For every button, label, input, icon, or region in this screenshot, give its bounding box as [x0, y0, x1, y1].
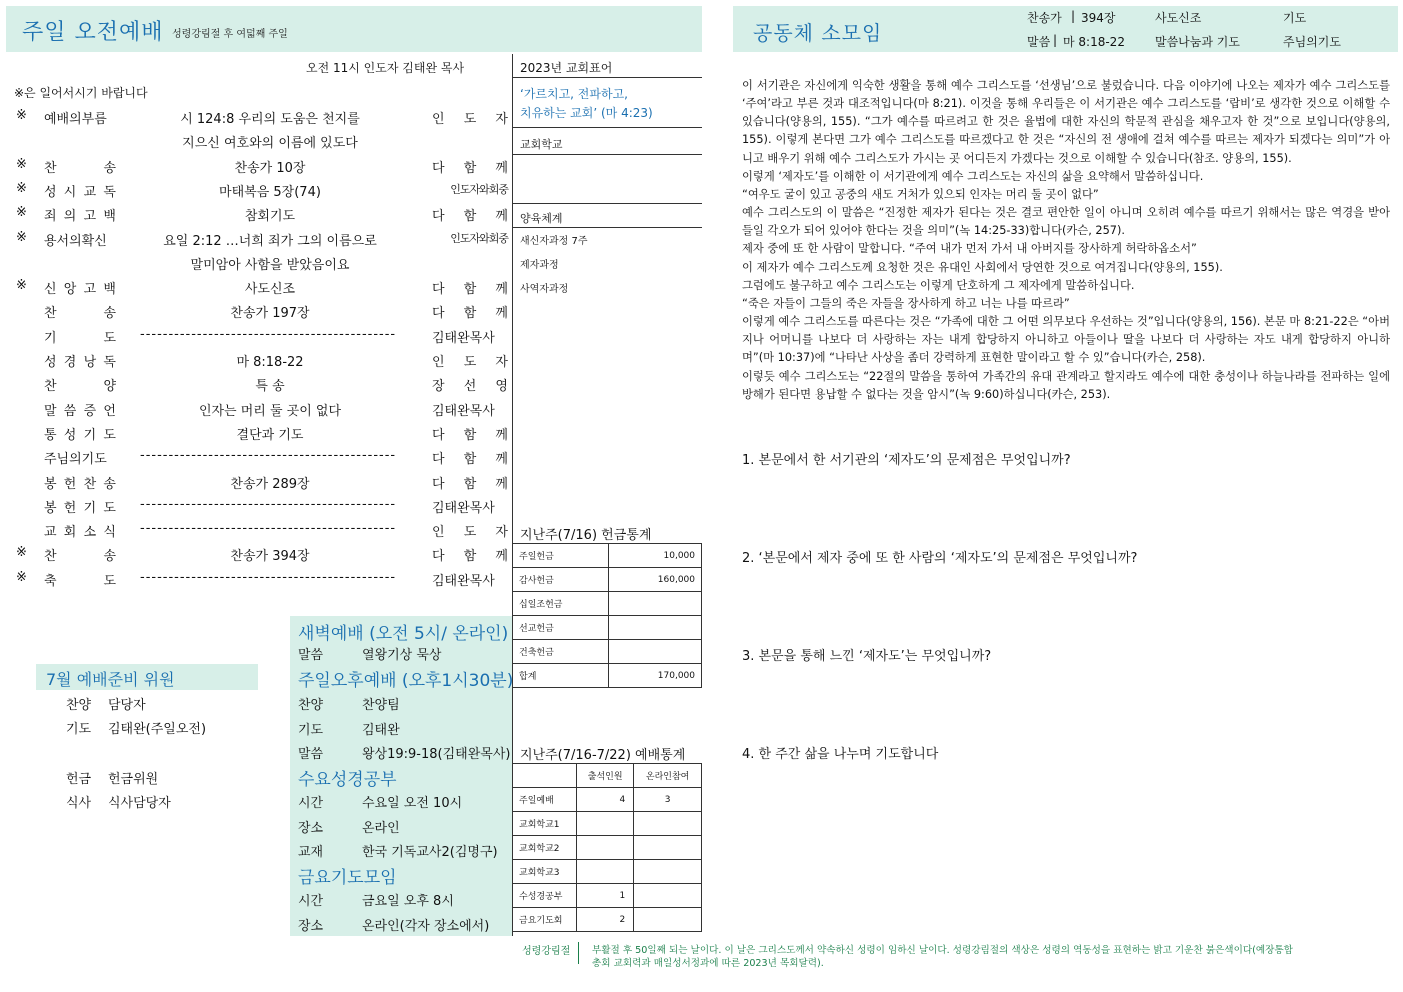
attendance-online [634, 812, 702, 836]
divider [512, 77, 702, 78]
wednesday-study-key: 교재 [298, 845, 324, 860]
order-row [0, 298, 512, 322]
afternoon-service-value: 왕상19:9-18(김태완목사) [362, 747, 511, 762]
order-row [0, 250, 512, 274]
dash-leader: --------------------------------------------- [140, 496, 397, 512]
offering-value: 10,000 [609, 544, 702, 568]
training-label: 양육체계 [520, 212, 563, 225]
discussion-question: 3. 본문을 통해 느낀 ‘제자도’는 무엇입니까? [742, 649, 992, 664]
body-paragraph: 이렇게 예수 그리스도를 따른다는 것은 “가족에 대한 그 어떤 의무보다 우선하는 것”입니다(양용의, 156). 본문 마 8:21-22은 “아버지나 어머니를 나보다 더 사랑하는 자는 내게 합당하지 아니하고 아들이나 딸을 나보다 더 사랑하는 자도 내게 합당하지 아니하며”(마 10:37)에 “나타난 사상을 좀더 강력하게 표현한 말이라고 할 수 있”습니다(카슨, 258). [742, 315, 1390, 365]
attendance-header [513, 764, 577, 788]
order-item-content: 마 8:18-22 [236, 355, 304, 370]
attendance-online [634, 860, 702, 884]
footer-label: 성령강림절 [522, 946, 571, 957]
body-paragraph: 이렇게 ‘제자도’를 이해한 이 서기관에게 예수 그리스도는 자신의 삶을 요약해서 말씀하십니다. [742, 169, 1204, 183]
discussion-question: 4. 한 주간 삶을 나누며 기도합니다 [742, 747, 939, 762]
order-item-name: 축 도 [44, 573, 116, 589]
motto-line2: 치유하는 교회’ (마 4:23) [520, 106, 653, 120]
training-item-2: 제자과정 [520, 260, 559, 271]
order-row [0, 177, 512, 201]
order-item-content: 말미암아 사함을 받았음이요 [190, 257, 350, 273]
order-item-name: 찬 송 [44, 549, 116, 565]
order-row [0, 323, 512, 347]
order-row [0, 201, 512, 225]
order-row [0, 226, 512, 250]
dash-leader: --------------------------------------------- [140, 569, 397, 585]
stand-note: ※은 일어서시기 바랍니다 [14, 86, 148, 100]
attendance-online [634, 836, 702, 860]
order-item-content: 참회기도 [244, 209, 296, 225]
friday-prayer-title: 금요기도모임 [298, 868, 397, 888]
stand-mark: ※ [16, 108, 27, 123]
committee-role: 식사 [66, 796, 92, 811]
committee-banner [36, 664, 258, 690]
stand-mark: ※ [16, 569, 27, 585]
church-school-label: 교회학교 [520, 138, 563, 151]
order-row [0, 517, 512, 541]
order-item-content: 요일 2:12 …너희 죄가 그의 이름으로 [163, 233, 377, 249]
committee-role: 헌금 [66, 772, 92, 787]
order-item-name: 봉 헌 찬 송 [44, 476, 116, 492]
offering-value [609, 592, 702, 616]
order-item-name: 봉 헌 기 도 [44, 500, 116, 516]
order-item-content: 찬송가 10장 [234, 160, 306, 176]
order-item-name: 통 성 기 도 [44, 427, 116, 443]
offering-value [609, 640, 702, 664]
attendance-title: 지난주(7/16-7/22) 예배통계 [520, 748, 686, 763]
dawn-service-title: 새벽예배 (오전 5시/ 온라인) [298, 624, 509, 644]
column-divider [512, 54, 513, 616]
attendance-online: 3 [634, 788, 702, 812]
committee-title: 7월 예배준비 위원 [46, 670, 175, 689]
attendance-label: 금요기도회 [513, 908, 577, 932]
sermon-body [742, 77, 1390, 404]
order-item-name: 찬 양 [44, 379, 116, 395]
committee-role: 기도 [66, 722, 92, 737]
lords-prayer-label: 주님의기도 [1283, 35, 1341, 49]
service-time-leader: 오전 11시 인도자 김태완 목사 [306, 61, 465, 75]
order-item-leader: 다 함 께 [432, 427, 508, 443]
order-item-leader: 인 도 자 [432, 112, 508, 127]
friday-prayer-key: 시간 [298, 894, 324, 909]
page-subtitle: 성령강림절 후 여덟째 주일 [172, 29, 288, 40]
committee-role: 찬양 [66, 698, 92, 713]
wednesday-study-value: 수요일 오전 10시 [362, 796, 463, 811]
order-item-name: 성 경 낭 독 [44, 355, 116, 370]
order-item-content: 시 124:8 우리의 도움은 천지를 [180, 112, 360, 127]
order-row [0, 444, 512, 468]
body-paragraph: 이 서기관은 자신에게 익숙한 생활을 통해 예수 그리스도를 ‘선생님’으로 불렀습니다. 다음 이야기에 나오는 제자가 예수 그리스도를 ‘주여’라고 부른 것과 대조적입니다(마 8:21). 이것을 통해 우리들은 이 서기관은 예수 그리스도를 ‘랍비’로 생각한 것으로 이해할 수 있습니다(양용의, 155). “그가 예수를 따르려고 한 것은 율법에 대한 자신의 학문적 관심을 채우고자 한 것”으로 보입니다(양용의, 155). 이렇게 본다면 그가 예수 그리스도를 따르겠다고 한 것은 “자신의 전 생애에 걸쳐 예수를 따르는 제자가 되겠다는 의미”가 아니고 배우기 위해 예수 그리스도가 가시는 곳 어디든지 가겠다는 것으로 이해할 수 있습니다(참조. 양용의, 155). [742, 79, 1390, 165]
order-item-leader: 다 함 께 [432, 476, 508, 492]
offering-value: 160,000 [609, 568, 702, 592]
offering-label: 감사헌금 [513, 568, 609, 592]
order-item-content: 찬송가 394장 [230, 549, 310, 565]
attendance-present: 1 [577, 884, 634, 908]
order-row [0, 371, 512, 395]
left-header-banner [6, 6, 702, 52]
stand-mark: ※ [16, 229, 27, 245]
attendance-row [513, 812, 702, 836]
motto-line1: ‘가르치고, 전파하고, [520, 87, 628, 101]
friday-prayer-value: 금요일 오후 8시 [362, 894, 454, 909]
order-item-content: 사도신조 [244, 282, 296, 298]
order-item-content: 찬송가 197장 [230, 306, 310, 322]
order-item-leader: 인 도 자 [432, 525, 508, 541]
order-row [0, 104, 512, 128]
order-row [0, 396, 512, 420]
body-paragraph: 제자 중에 또 한 사람이 말합니다. “주여 내가 먼저 가서 내 아버지를 장사하게 허락하옵소서” [742, 242, 1197, 256]
body-paragraph: 예수 그리스도의 이 말씀은 “진정한 제자가 된다는 것은 결코 편안한 일이 아니며 오히려 예수를 따르기 위해서는 많은 역경을 받아들일 각오가 되어 있어야 한다는 것을 의미”(녹 14:25-33)합니다(카슨, 257). [742, 206, 1390, 238]
order-item-name: 성 시 교 독 [44, 184, 116, 200]
prayer-label: 기도 [1283, 11, 1307, 25]
divider [512, 127, 702, 128]
order-item-name: 예배의부름 [44, 112, 107, 127]
order-item-leader: 김태완목사 [432, 573, 495, 589]
offering-label: 주일헌금 [513, 544, 609, 568]
dawn-service-key: 말씀 [298, 648, 324, 663]
discussion-question: 2. ‘본문에서 제자 중에 또 한 사람의 ‘제자도’의 문제점은 무엇입니까? [742, 551, 1138, 566]
attendance-online [634, 884, 702, 908]
afternoon-service-value: 김태완 [362, 722, 400, 738]
wednesday-study-key: 장소 [298, 820, 324, 836]
order-item-content: 특 송 [255, 379, 285, 395]
body-paragraph: “죽은 자들이 그들의 죽은 자들을 장사하게 하고 너는 나를 따르라” [742, 296, 1070, 310]
order-item-name: 찬 송 [44, 160, 116, 176]
attendance-label: 교회학교1 [513, 812, 577, 836]
divider [512, 203, 702, 204]
order-item-leader: 다 함 께 [432, 160, 508, 176]
creed-label: 사도신조 [1155, 11, 1202, 25]
discussion-question: 1. 본문에서 한 서기관의 ‘제자도’의 문제점은 무엇입니까? [742, 453, 1071, 468]
order-item-leader: 다 함 께 [432, 549, 508, 565]
wednesday-study-value: 온라인 [362, 820, 400, 836]
dash-leader: --------------------------------------------- [140, 326, 397, 342]
wednesday-study-value: 한국 기독교사2(김명구) [362, 845, 498, 860]
afternoon-service-value: 찬양팀 [362, 698, 400, 713]
attendance-row [513, 884, 702, 908]
word-divider: | [1053, 33, 1058, 47]
body-paragraph: 그럼에도 불구하고 예수 그리스도는 이렇게 단호하게 그 제자에게 말씀하십니다. [742, 278, 1135, 292]
attendance-row [513, 788, 702, 812]
attendance-present: 2 [577, 908, 634, 932]
afternoon-service-title: 주일오후예배 (오후1시30분) [298, 671, 514, 691]
share-label: 말씀나눔과 기도 [1155, 35, 1240, 49]
stand-mark: ※ [16, 278, 27, 294]
training-item-3: 사역자과정 [520, 284, 569, 295]
offering-row [513, 616, 702, 640]
footer-line1: 부활절 후 50일째 되는 날이다. 이 날은 그리스도께서 약속하신 성령이 임하신 날이다. 성령강림절의 색상은 성령의 역동성을 표현하는 밝고 기운찬 붉은색이다(예장통합 [592, 945, 1293, 956]
order-row [0, 566, 512, 590]
order-item-leader: 다 함 께 [432, 452, 508, 468]
offering-row [513, 664, 702, 688]
attendance-header: 출석인원 [577, 764, 634, 788]
order-row [0, 541, 512, 565]
hymn-value: 394장 [1081, 11, 1116, 25]
offering-title: 지난주(7/16) 헌금통계 [520, 528, 652, 543]
order-item-name: 말 씀 증 언 [44, 403, 116, 419]
afternoon-service-key: 말씀 [298, 747, 324, 762]
body-paragraph: “여우도 굴이 있고 공중의 새도 거처가 있으되 인자는 머리 둘 곳이 없다” [742, 187, 1099, 201]
order-item-leader: 김태완목사 [432, 500, 495, 516]
order-item-content: 마태복음 5장(74) [219, 184, 321, 200]
offering-value: 170,000 [609, 664, 702, 688]
attendance-present [577, 812, 634, 836]
page-title: 주일 오전예배 [22, 20, 164, 45]
order-row [0, 347, 512, 371]
order-row [0, 128, 512, 152]
order-item-leader: 다 함 께 [432, 209, 508, 225]
attendance-header-row [513, 764, 702, 788]
order-row [0, 420, 512, 444]
stand-mark: ※ [16, 205, 27, 221]
hymn-label: 찬송가 [1027, 11, 1062, 25]
order-row [0, 469, 512, 493]
attendance-online [634, 908, 702, 932]
stand-mark: ※ [16, 156, 27, 172]
right-title: 공동체 소모임 [753, 21, 883, 45]
attendance-present [577, 836, 634, 860]
right-header-banner [733, 6, 1398, 52]
attendance-label: 교회학교3 [513, 860, 577, 884]
afternoon-service-key: 기도 [298, 722, 324, 738]
attendance-label: 수성경공부 [513, 884, 577, 908]
order-row [0, 274, 512, 298]
dawn-service-value: 열왕기상 묵상 [362, 648, 442, 663]
friday-prayer-value: 온라인(각자 장소에서) [362, 918, 490, 934]
dash-leader: --------------------------------------------- [140, 521, 397, 537]
wednesday-study-key: 시간 [298, 796, 324, 811]
training-item-1: 새신자과정 7주 [520, 236, 588, 247]
attendance-row [513, 860, 702, 884]
stand-mark: ※ [16, 180, 27, 196]
attendance-row [513, 908, 702, 932]
attendance-row [513, 836, 702, 860]
committee-person: 식사담당자 [108, 796, 171, 811]
offering-label: 건축헌금 [513, 640, 609, 664]
order-item-content: 인자는 머리 둘 곳이 없다 [198, 403, 342, 419]
order-item-leader: 인도자와회중 [450, 182, 508, 196]
stand-mark: ※ [16, 545, 27, 561]
offering-table [512, 543, 702, 688]
order-item-content: 결단과 기도 [236, 427, 304, 443]
order-item-leader: 다 함 께 [432, 282, 508, 298]
offering-label: 십일조헌금 [513, 592, 609, 616]
order-item-leader: 김태완목사 [432, 330, 495, 346]
footer-line2: 총회 교회력과 매일성서정과에 따른 2023년 목회달력). [592, 958, 824, 969]
offering-row [513, 592, 702, 616]
order-item-content: 지으신 여호와의 이름에 있도다 [182, 136, 358, 152]
order-item-name: 기 도 [44, 330, 116, 346]
order-item-leader: 인 도 자 [432, 355, 508, 370]
divider [512, 154, 702, 155]
offering-row [513, 544, 702, 568]
attendance-label: 교회학교2 [513, 836, 577, 860]
offering-label: 합계 [513, 664, 609, 688]
dash-leader: --------------------------------------------- [140, 448, 397, 464]
motto-year-label: 2023년 교회표어 [520, 61, 613, 75]
attendance-table [512, 763, 702, 932]
offering-label: 선교헌금 [513, 616, 609, 640]
word-value: 마 8:18-22 [1063, 35, 1125, 49]
word-label: 말씀 [1027, 35, 1051, 49]
order-row [0, 153, 512, 177]
attendance-present: 4 [577, 788, 634, 812]
hymn-divider: | [1071, 9, 1076, 23]
footer-divider [578, 942, 579, 964]
divider [512, 227, 702, 228]
committee-person: 담당자 [108, 698, 146, 713]
body-paragraph: 이 제자가 예수 그리스도께 요청한 것은 유대인 사회에서 당연한 것으로 여겨집니다(양용의, 155). [742, 260, 1223, 274]
offering-value [609, 616, 702, 640]
order-item-name: 찬 송 [44, 306, 116, 322]
order-item-leader: 인도자와회중 [450, 231, 508, 245]
order-item-content: 찬송가 289장 [230, 476, 310, 492]
order-item-name: 용서의확신 [44, 233, 107, 249]
offering-row [513, 568, 702, 592]
order-item-leader: 김태완목사 [432, 403, 495, 419]
committee-person: 김태완(주일오전) [108, 722, 207, 737]
attendance-label: 주일예배 [513, 788, 577, 812]
order-item-name: 죄 의 고 백 [44, 209, 116, 225]
order-item-name: 주님의기도 [44, 452, 107, 468]
order-item-name: 신 앙 고 백 [44, 282, 116, 298]
wednesday-study-title: 수요성경공부 [298, 770, 397, 790]
committee-person: 헌금위원 [108, 772, 159, 787]
body-paragraph: 이렇듯 예수 그리스도는 “22절의 말씀을 통하여 가족간의 유대 관계라고 할지라도 예수에 대한 충성이나 하늘나라를 전파하는 일에 방해가 된다면 용납할 수 없다는 것을 암시”(녹 9:60)하십니다(카슨, 253). [742, 369, 1390, 401]
afternoon-service-key: 찬양 [298, 698, 324, 713]
offering-row [513, 640, 702, 664]
attendance-header: 온라인참여 [634, 764, 702, 788]
order-row [0, 493, 512, 517]
friday-prayer-key: 장소 [298, 918, 324, 934]
order-item-leader: 장 선 영 [432, 379, 508, 395]
attendance-present [577, 860, 634, 884]
order-item-leader: 다 함 께 [432, 306, 508, 322]
order-item-name: 교 회 소 식 [44, 525, 116, 541]
